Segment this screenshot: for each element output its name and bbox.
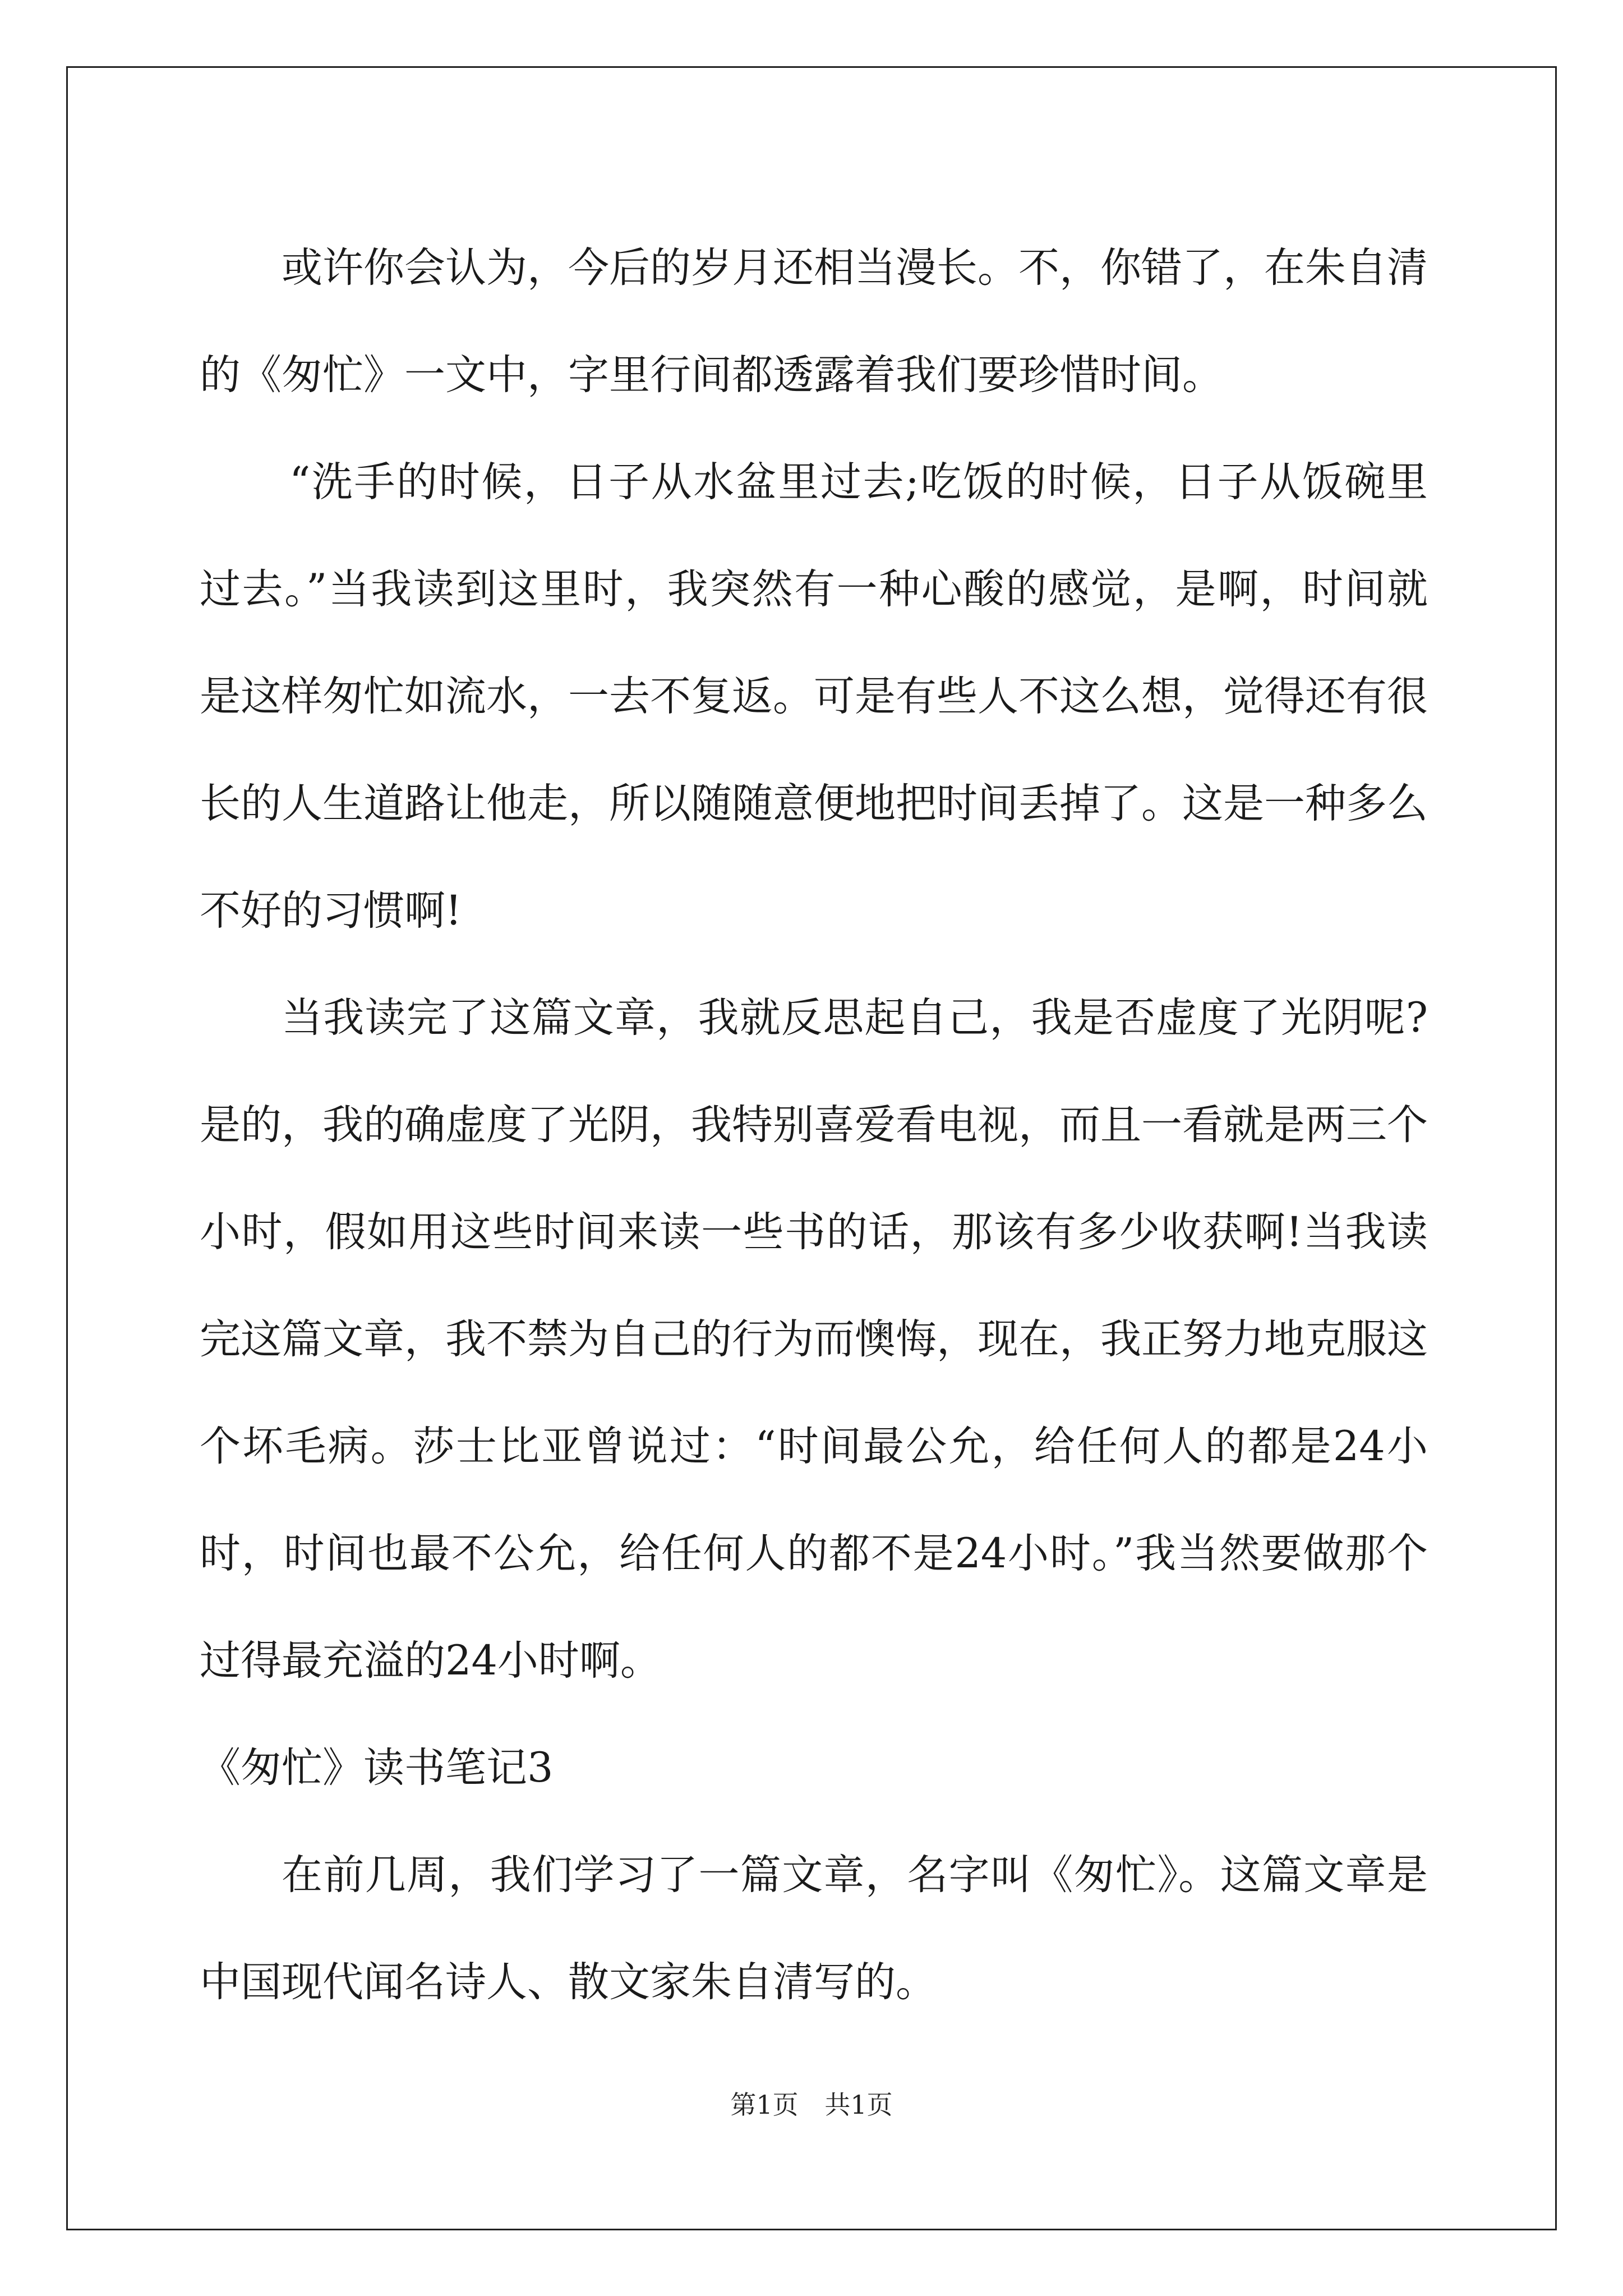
section-paragraph: 在前几周，我们学习了一篇文章，名字叫《匆忙》。这篇文章是中国现代闻名诗人、散文家朱自清写的。 bbox=[200, 1851, 1428, 2006]
page-footer bbox=[0, 2088, 1623, 2122]
paragraph-2: “洗手的时候，日子从水盆里过去;吃饭的时候，日子从饭碗里过去。”当我读到这里时，我突然有一种心酸的感觉，是啊，时间就是这样匆忙如流水，一去不复返。可是有些人不这么想，觉得还有很长的人生道路让他走，所以随随意便地把时间丢掉了。这是一种多么不好的习惯啊! bbox=[200, 458, 1428, 935]
section-heading: 《匆忙》读书笔记3 bbox=[200, 1744, 554, 1792]
paragraph-1: 或许你会认为，今后的岁月还相当漫长。不，你错了，在朱自清的《匆忙》一文中，字里行间都透露着我们要珍惜时间。 bbox=[200, 244, 1428, 399]
page-total: 共1页 bbox=[824, 2090, 893, 2120]
document-body bbox=[200, 214, 1428, 2036]
paragraph-3: 当我读完了这篇文章，我就反思起自己，我是否虚度了光阴呢?是的，我的确虚度了光阴，我特别喜爱看电视，而且一看就是两三个小时，假如用这些时间来读一些书的话，那该有多少收获啊!当我读完这篇文章，我不禁为自己的行为而懊悔，现在，我正努力地克服这个坏毛病。莎士比亚曾说过：“时间最公允，给任何人的都是24小时，时间也最不公允，给任何人的都不是24小时。”我当然要做那个过得最充溢的24小时啊。 bbox=[200, 994, 1428, 1685]
page-number: 第1页 bbox=[730, 2090, 799, 2120]
